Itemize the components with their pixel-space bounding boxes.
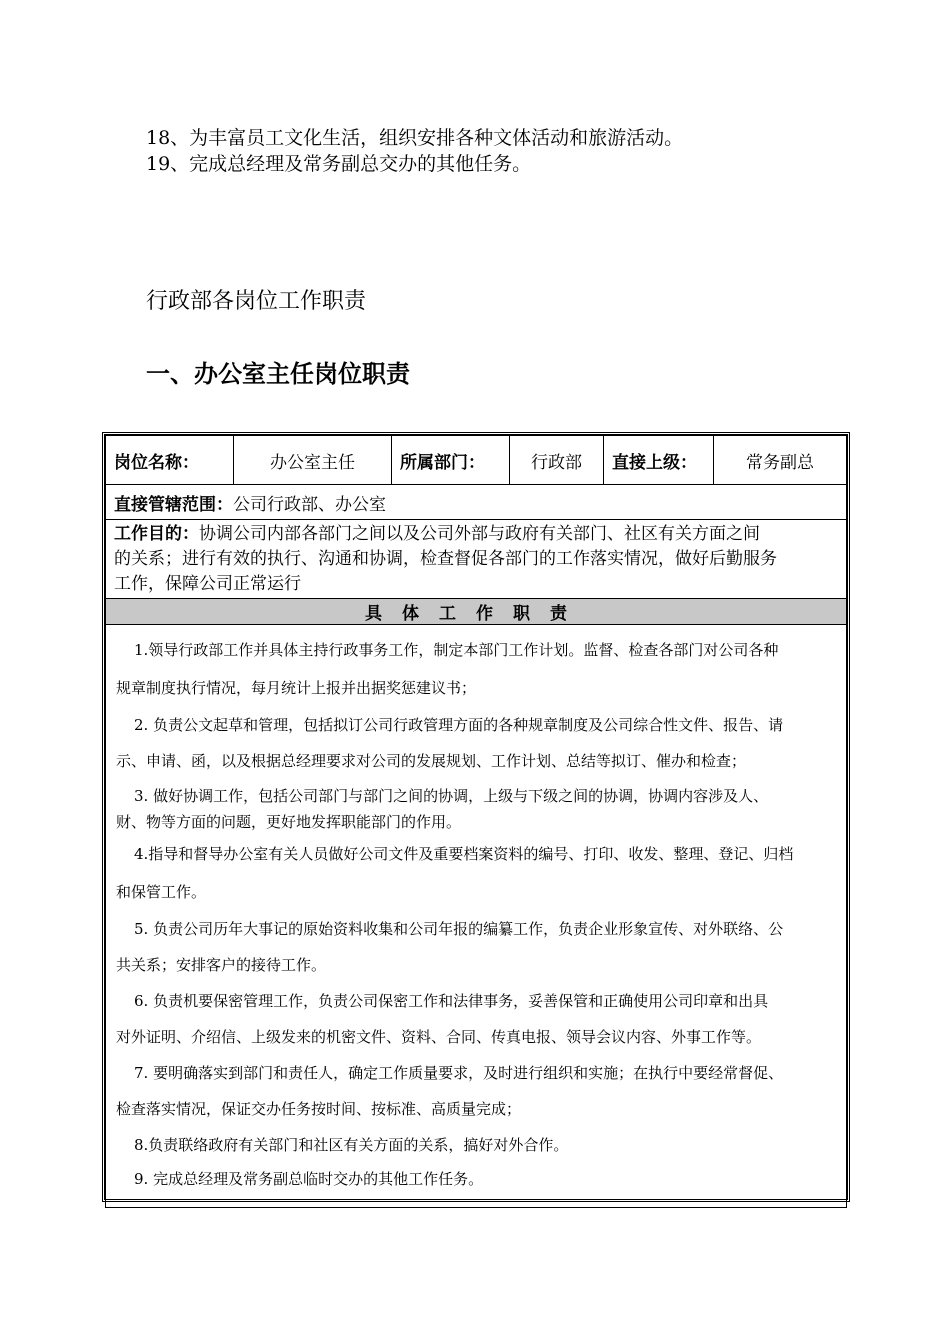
duty-6-line-1: 6. 负责机要保密管理工作，负责公司保密工作和法律事务，妥善保管和正确使用公司印章和出具 [134,992,769,1010]
superior-value: 常务副总 [714,436,847,485]
scope-value: 公司行政部、办公室 [233,494,386,515]
purpose-line-1: 协调公司内部各部门之间以及公司外部与政府有关部门、社区有关方面之间 [199,523,760,544]
duty-7-line-2: 检查落实情况，保证交办任务按时间、按标准、高质量完成； [116,1100,522,1118]
purpose-line-2: 的关系；进行有效的执行、沟通和协调，检查督促各部门的工作落实情况，做好后勤服务 [114,548,777,569]
post-name-value: 办公室主任 [234,436,392,485]
duty-4-line-2: 和保管工作。 [116,883,207,901]
duties-body-row [106,625,847,1208]
header-row [106,436,847,485]
intro-item-18: 18、为丰富员工文化生活，组织安排各种文体活动和旅游活动。 [146,127,684,149]
intro-list [146,125,683,177]
duty-5-line-1: 5. 负责公司历年大事记的原始资料收集和公司年报的编纂工作，负责企业形象宣传、对外联络、公 [134,920,784,938]
duty-item-6 [116,983,836,1055]
duty-item-4 [116,835,836,911]
duty-2-line-2: 示、申请、函，以及根据总经理要求对公司的发展规划、工作计划、总结等拟订、催办和检查； [116,752,747,770]
duty-item-7 [116,1055,836,1127]
purpose-label: 工作目的： [114,523,199,544]
duty-3-line-1: 3. 做好协调工作，包括公司部门与部门之间的协调，上级与下级之间的协调，协调内容涉及人、 [134,787,769,805]
purpose-row [106,520,847,599]
dept-value: 行政部 [510,436,604,485]
section-heading: 一、办公室主任岗位职责 [146,360,410,388]
purpose-cell [106,520,847,599]
duty-6-line-2: 对外证明、介绍信、上级发来的机密文件、资料、合同、传真电报、领导会议内容、外事工作等。 [116,1028,762,1046]
duty-8-line-1: 8.负责联络政府有关部门和社区有关方面的关系，搞好对外合作。 [134,1136,569,1154]
duty-7-line-1: 7. 要明确落实到部门和责任人，确定工作质量要求，及时进行组织和实施；在执行中要经常督促、 [134,1064,784,1082]
duties-header-row [106,599,847,625]
duty-3-line-2: 财、物等方面的问题，更好地发挥职能部门的作用。 [116,813,462,831]
job-description-table [102,432,850,1202]
duty-item-5 [116,911,836,983]
scope-label: 直接管辖范围： [114,494,233,515]
post-name-label: 岗位名称： [106,436,234,485]
intro-item-19: 19、完成总经理及常务副总交办的其他任务。 [146,153,532,175]
scope-cell [106,485,847,520]
scope-row [106,485,847,520]
duty-item-1 [116,631,836,707]
purpose-line-3: 工作，保障公司正常运行 [114,573,301,594]
duty-4-line-1: 4.指导和督导办公室有关人员做好公司文件及重要档案资料的编号、打印、收发、整理、登记、归档 [134,845,794,863]
duty-item-8 [116,1127,836,1163]
dept-heading: 行政部各岗位工作职责 [146,289,367,314]
duty-1-line-2: 规章制度执行情况，每月统计上报并出据奖惩建议书； [116,679,477,697]
duties-header: 具体工作职责 [106,599,847,625]
duty-9-line-1: 9. 完成总经理及常务副总临时交办的其他工作任务。 [134,1170,484,1188]
duties-cell [106,625,847,1208]
duty-2-line-1: 2. 负责公文起草和管理，包括拟订公司行政管理方面的各种规章制度及公司综合性文件、报告、请 [134,716,784,734]
duty-item-9 [116,1163,836,1195]
duty-item-2 [116,707,836,779]
duty-5-line-2: 共关系；安排客户的接待工作。 [116,956,327,974]
duty-item-3 [116,783,836,835]
duty-1-line-1: 1.领导行政部工作并具体主持行政事务工作，制定本部门工作计划。监督、检查各部门对公司各种 [134,641,779,659]
superior-label: 直接上级： [604,436,714,485]
dept-label: 所属部门： [392,436,510,485]
